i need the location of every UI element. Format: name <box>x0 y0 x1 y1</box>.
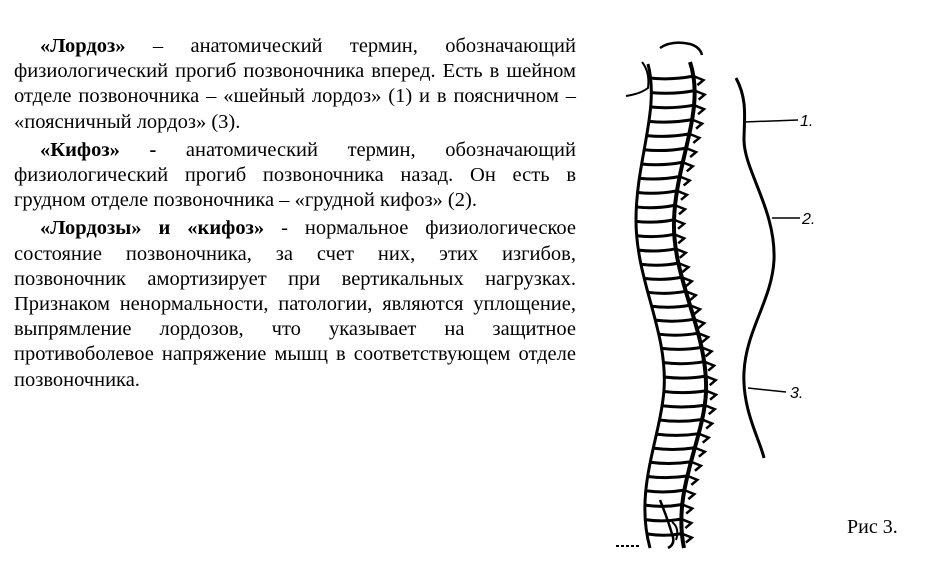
vertebra-separator <box>664 391 706 393</box>
vertebra-separator <box>656 434 698 436</box>
vertebra-separator <box>664 376 705 378</box>
vertebra-separator <box>662 347 702 349</box>
spine-curve-diagram <box>736 78 774 458</box>
spinous-process <box>686 148 696 157</box>
vertebra-separator <box>638 191 677 193</box>
vertebra-separator <box>650 462 691 464</box>
vertebra-separator <box>641 263 678 265</box>
spinous-process <box>689 134 699 143</box>
spinous-process <box>680 177 690 186</box>
vertebra-separator <box>644 148 686 150</box>
definition-curves-normal: - нормальное физиологическое состояние позвоночника, за счет них, этих изгибов, позвоночник амортизирует при вертикальных нагрузках. Признаком ненормальности, патологии, являются уплощение, выпрямление лордозов, что указывает на защитное противоболевое напряжение мышц в соответствующем отделе позвоночника. <box>14 217 576 391</box>
vertebra-separator <box>651 105 694 108</box>
vertebra-separator <box>642 162 683 164</box>
definition-lordosis: – анатомический термин, обозначающий физиологический прогиб позвоночника вперед. Есть в шейном отделе позвоночника – «шейный лордоз» (1) и в поясничном – «поясничный лордоз» (3). <box>14 35 576 133</box>
paragraph-curves-normal <box>14 216 576 392</box>
spinous-process <box>677 191 687 200</box>
vertebra-separator <box>644 277 682 279</box>
paragraph-kyphosis <box>14 138 576 214</box>
term-lordoses-kyphosis: «Лордозы» и «кифоз» <box>40 217 265 240</box>
paragraph-lordosis <box>14 34 576 135</box>
vertebra-separator <box>659 333 698 335</box>
spinous-process <box>684 490 694 499</box>
vertebra-separator <box>652 305 690 307</box>
spinous-process <box>705 405 715 414</box>
vertebra-separator <box>638 249 675 251</box>
vertebra-separator <box>649 120 692 122</box>
spinous-process <box>695 448 705 457</box>
vertebra-separator <box>651 91 694 94</box>
vertebra-separator <box>662 405 705 407</box>
term-lordosis: «Лордоз» <box>40 35 126 57</box>
spine-illustration <box>600 0 925 556</box>
spinous-processes <box>674 76 716 542</box>
spinous-process <box>683 162 693 171</box>
spinous-process <box>699 434 709 443</box>
vertebra-separator <box>653 448 695 450</box>
vertebra-separator <box>655 319 694 321</box>
neck-outline <box>626 62 648 96</box>
vertebra-separator <box>648 291 686 293</box>
definition-kyphosis: анатомический термин, обозначающий физиологический прогиб позвоночника назад. Он есть в грудном отделе позвоночника – «грудной кифоз» (2). <box>14 138 576 212</box>
curve-label-2: 2. <box>802 211 816 228</box>
spine-figure <box>600 0 925 556</box>
figure-caption: Рис 3. <box>847 516 898 538</box>
vertebra-separator <box>647 134 690 136</box>
spinous-process <box>687 476 697 485</box>
skull-outline <box>660 43 702 55</box>
vertebra-separator <box>639 177 679 179</box>
leader-line-1 <box>744 120 798 122</box>
vertebra-separator <box>646 490 685 492</box>
vertebra-separator <box>663 362 704 364</box>
vertebra-separator <box>645 519 681 521</box>
vertebra-separator <box>636 220 674 222</box>
spinous-process <box>691 462 701 471</box>
spinous-process <box>692 120 702 129</box>
curve-label-1: 1. <box>800 113 814 130</box>
article-text <box>14 34 576 393</box>
vertebra-separator <box>637 234 675 236</box>
curve-label-3: 3. <box>790 385 804 402</box>
spinous-process <box>702 420 712 429</box>
vertebra-separator <box>651 76 694 79</box>
leader-line-3 <box>748 388 786 392</box>
vertebra-separator <box>659 420 702 422</box>
vertebra-separator <box>636 205 675 207</box>
term-kyphosis: «Кифоз» - <box>40 138 157 161</box>
vertebra-separator <box>648 476 688 478</box>
